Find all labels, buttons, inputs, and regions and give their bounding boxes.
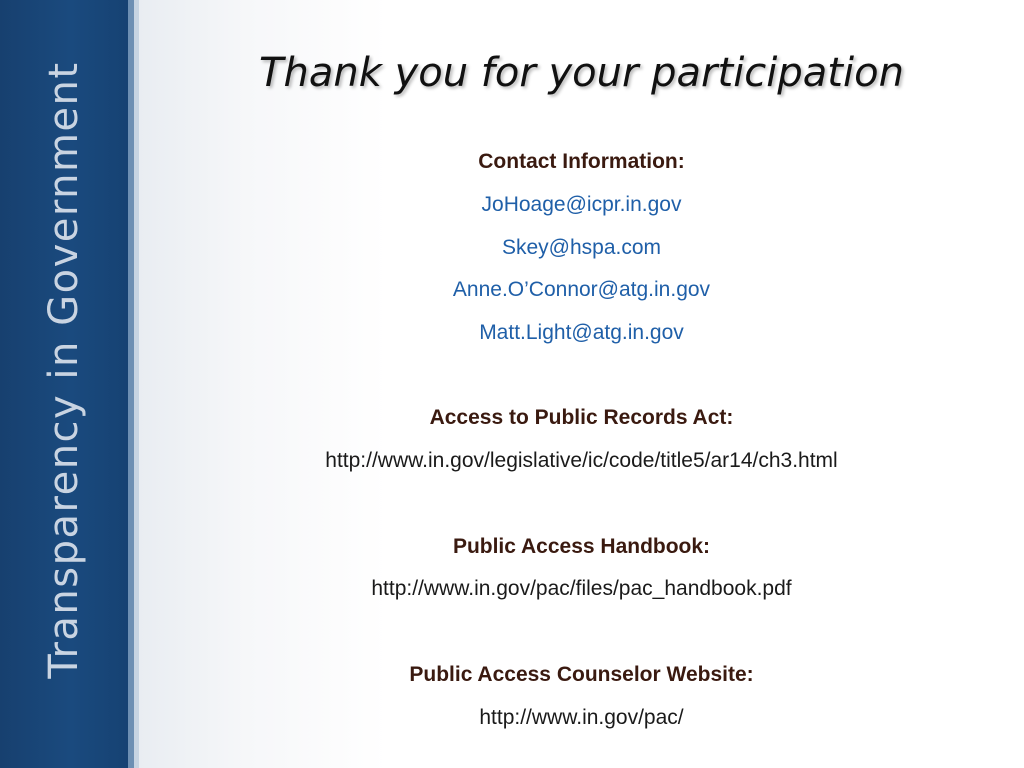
- records-act-heading: Access to Public Records Act:: [429, 406, 734, 429]
- email-link-oconnor[interactable]: Anne.O’Connor@atg.in.gov: [452, 278, 711, 301]
- slide-title: Thank you for your participation: [259, 50, 904, 96]
- email-link-hoage[interactable]: JoHoage@icpr.in.gov: [481, 193, 682, 216]
- contact-heading: Contact Information:: [478, 150, 685, 173]
- handbook-url[interactable]: http://www.in.gov/pac/files/pac_handbook.pdf: [371, 577, 792, 600]
- sidebar-vertical-title: Transparency in Government: [41, 61, 87, 679]
- counselor-heading: Public Access Counselor Website:: [409, 663, 754, 686]
- handbook-heading: Public Access Handbook:: [452, 535, 711, 558]
- content-background: [139, 0, 1024, 768]
- records-act-url[interactable]: http://www.in.gov/legislative/ic/code/title5/ar14/ch3.html: [325, 449, 838, 472]
- counselor-url[interactable]: http://www.in.gov/pac/: [479, 706, 684, 729]
- email-link-key[interactable]: Skey@hspa.com: [501, 236, 662, 259]
- email-link-light[interactable]: Matt.Light@atg.in.gov: [479, 321, 684, 344]
